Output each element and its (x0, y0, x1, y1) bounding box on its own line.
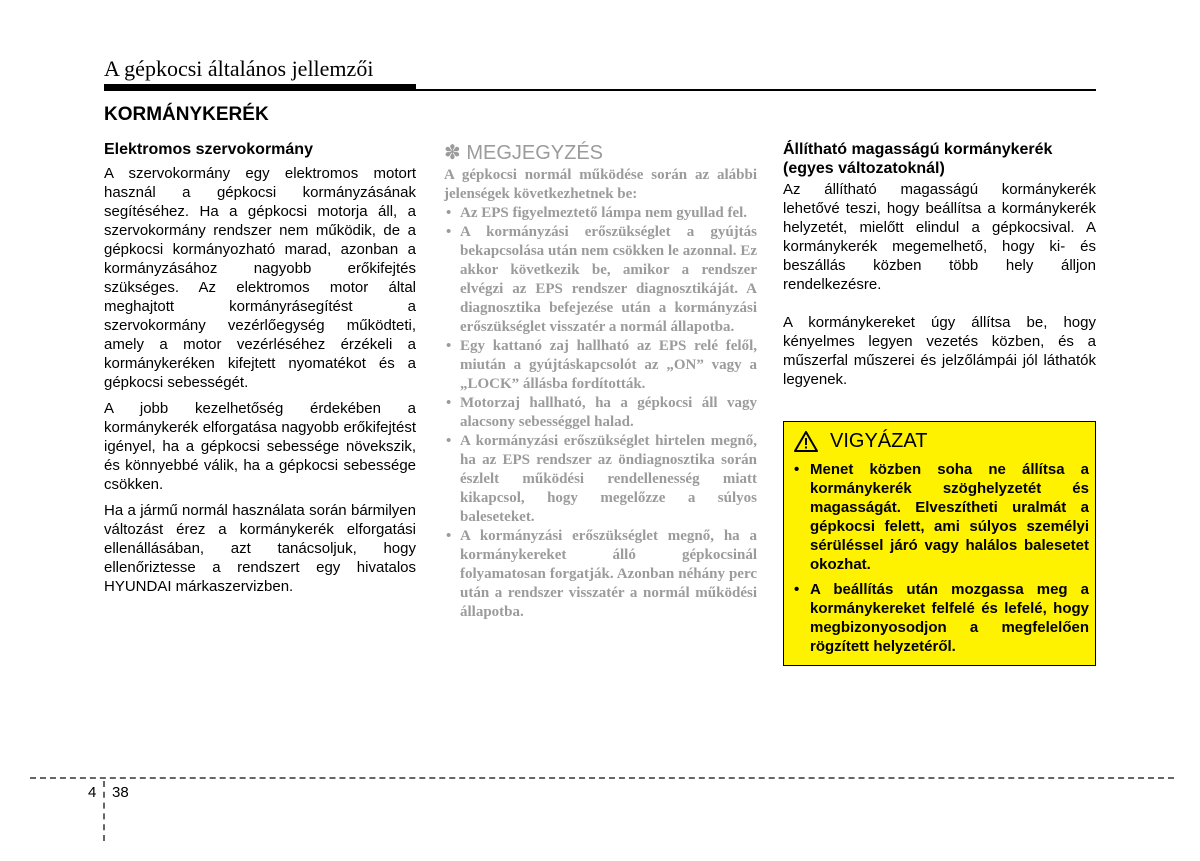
right-column (783, 140, 1096, 408)
warning-item-text: A beállítás után mozgassa meg a kormánykereket felfelé és lefelé, hogy megbizonyosodjon a megfelelően rögzített helyzetéről. (810, 581, 1089, 655)
bullet-icon: • (446, 338, 452, 354)
left-column-heading: Elektromos szervokormány (104, 141, 313, 158)
footer-divider (30, 777, 1174, 779)
warning-box (783, 421, 1096, 666)
bullet-icon: • (446, 224, 452, 240)
left-paragraph: Ha a jármű normál használata során bármilyen változást érez a kormánykerék elforgatási ellenállásában, azt tanácsoljuk, hogy ellenőriztesse a rendszert egy hivatalos HYUNDAI márkaszervizben. (104, 502, 416, 595)
note-title (444, 140, 603, 165)
note-list (444, 204, 757, 622)
right-paragraph: A kormánykereket úgy állítsa be, hogy kényelmes legyen vezetés közben, és a műszerfal műszerei és jelzőlámpái jól láthatók legyenek. (783, 314, 1096, 388)
left-column (104, 140, 416, 603)
note-intro: A gépkocsi normál működése során az alábbi jelenségek következhetnek be: (444, 167, 757, 202)
note-item-text: Egy kattanó zaj hallható az EPS relé felől, miután a gyújtáskapcsolót az „ON” vagy a „LOCK” állásba fordították. (460, 338, 757, 392)
note-item (444, 337, 757, 394)
note-item (444, 432, 757, 527)
note-item-text: A kormányzási erőszükséglet a gyújtás bekapcsolása után nem csökken le azonnal. Ez akkor következik be, amikor a rendszer elvégzi az EPS rendszer diagnosztikáját. A diagnosztika befejezése után a kormányzási erőszükséglet visszatér a normál állapotba. (460, 224, 757, 335)
note-item (444, 394, 757, 432)
note-item-text: Motorzaj hallható, ha a gépkocsi áll vagy alacsony sebességgel halad. (460, 395, 757, 430)
bullet-icon: • (446, 528, 452, 544)
footer-vertical-divider (103, 781, 105, 841)
note-item (444, 223, 757, 337)
bullet-icon: • (794, 581, 800, 598)
header-rule (104, 89, 1096, 91)
left-paragraph: A jobb kezelhetőség érdekében a kormánykerék elforgatása nagyobb erőkifejtést igényel, ha a gépkocsi sebessége növekszik, és könnyebbé válik, ha a gépkocsi sebessége csökken. (104, 400, 416, 493)
note-item (444, 204, 757, 223)
chapter-number: 4 (88, 784, 97, 801)
note-item (444, 527, 757, 622)
bullet-icon: • (446, 205, 452, 221)
note-title-text: MEGJEGYZÉS (466, 142, 604, 164)
note-star-icon: ✽ (444, 142, 461, 164)
note-item-text: A kormányzási erőszükséglet megnő, ha a kormánykereket álló gépkocsinál folyamatosan forgatják. Azonban néhány perc után a rendszer visszatér a normál működési állapotba. (460, 528, 757, 620)
warning-header (794, 430, 927, 453)
chapter-title: A gépkocsi általános jellemzői (104, 56, 374, 81)
bullet-icon: • (446, 433, 452, 449)
note-body (444, 166, 757, 622)
right-paragraph: Az állítható magasságú kormánykerék lehetővé teszi, hogy beállítsa a kormánykerék helyzetét, mielőtt elindul a gépkocsival. A kormánykerék megemelhető, hogy ki- és beszállás közben több hely álljon rendelkezésre. (783, 181, 1096, 293)
bullet-icon: • (446, 395, 452, 411)
warning-item (792, 580, 1089, 656)
warning-title: VIGYÁZAT (830, 430, 928, 452)
bullet-icon: • (794, 461, 800, 478)
warning-item-text: Menet közben soha ne állítsa a kormánykerék szöghelyzetét és magasságát. Elveszítheti uralmát a gépkocsi felett, ami súlyos személyi sérüléssel járó vagy halálos balesetet okozhat. (810, 461, 1089, 573)
right-column-heading: Állítható magasságú kormánykerék (egyes változatoknál) (783, 141, 1053, 177)
warning-list (792, 460, 1089, 662)
page-number: 38 (112, 784, 129, 801)
left-paragraph: A szervokormány egy elektromos motort használ a gépkocsi kormányzásának segítéséhez. Ha a gépkocsi motorja áll, a szervokormány rendszer nem működik, de a gépkocsi kormányozható marad, azonban a kormányzásához nagyobb erőkifejtés szükséges. Az elektromos motor által meghajtott kormányrásegítést a szervokormány vezérlőegység működteti, amely a motor vezérléséhez érzékeli a kormánykeréken kifejtett nyomatékot és a gépkocsi sebességét. (104, 165, 416, 391)
warning-triangle-icon (794, 431, 818, 452)
section-title: KORMÁNYKERÉK (104, 104, 269, 125)
warning-item (792, 460, 1089, 574)
note-item-text: A kormányzási erőszükséglet hirtelen megnő, ha az EPS rendszer az öndiagnosztika során észlelt működési rendellenesség miatt kikapcsol, hogy megelőzze a súlyos baleseteket. (460, 433, 757, 525)
note-item-text: Az EPS figyelmeztető lámpa nem gyullad fel. (460, 205, 748, 221)
